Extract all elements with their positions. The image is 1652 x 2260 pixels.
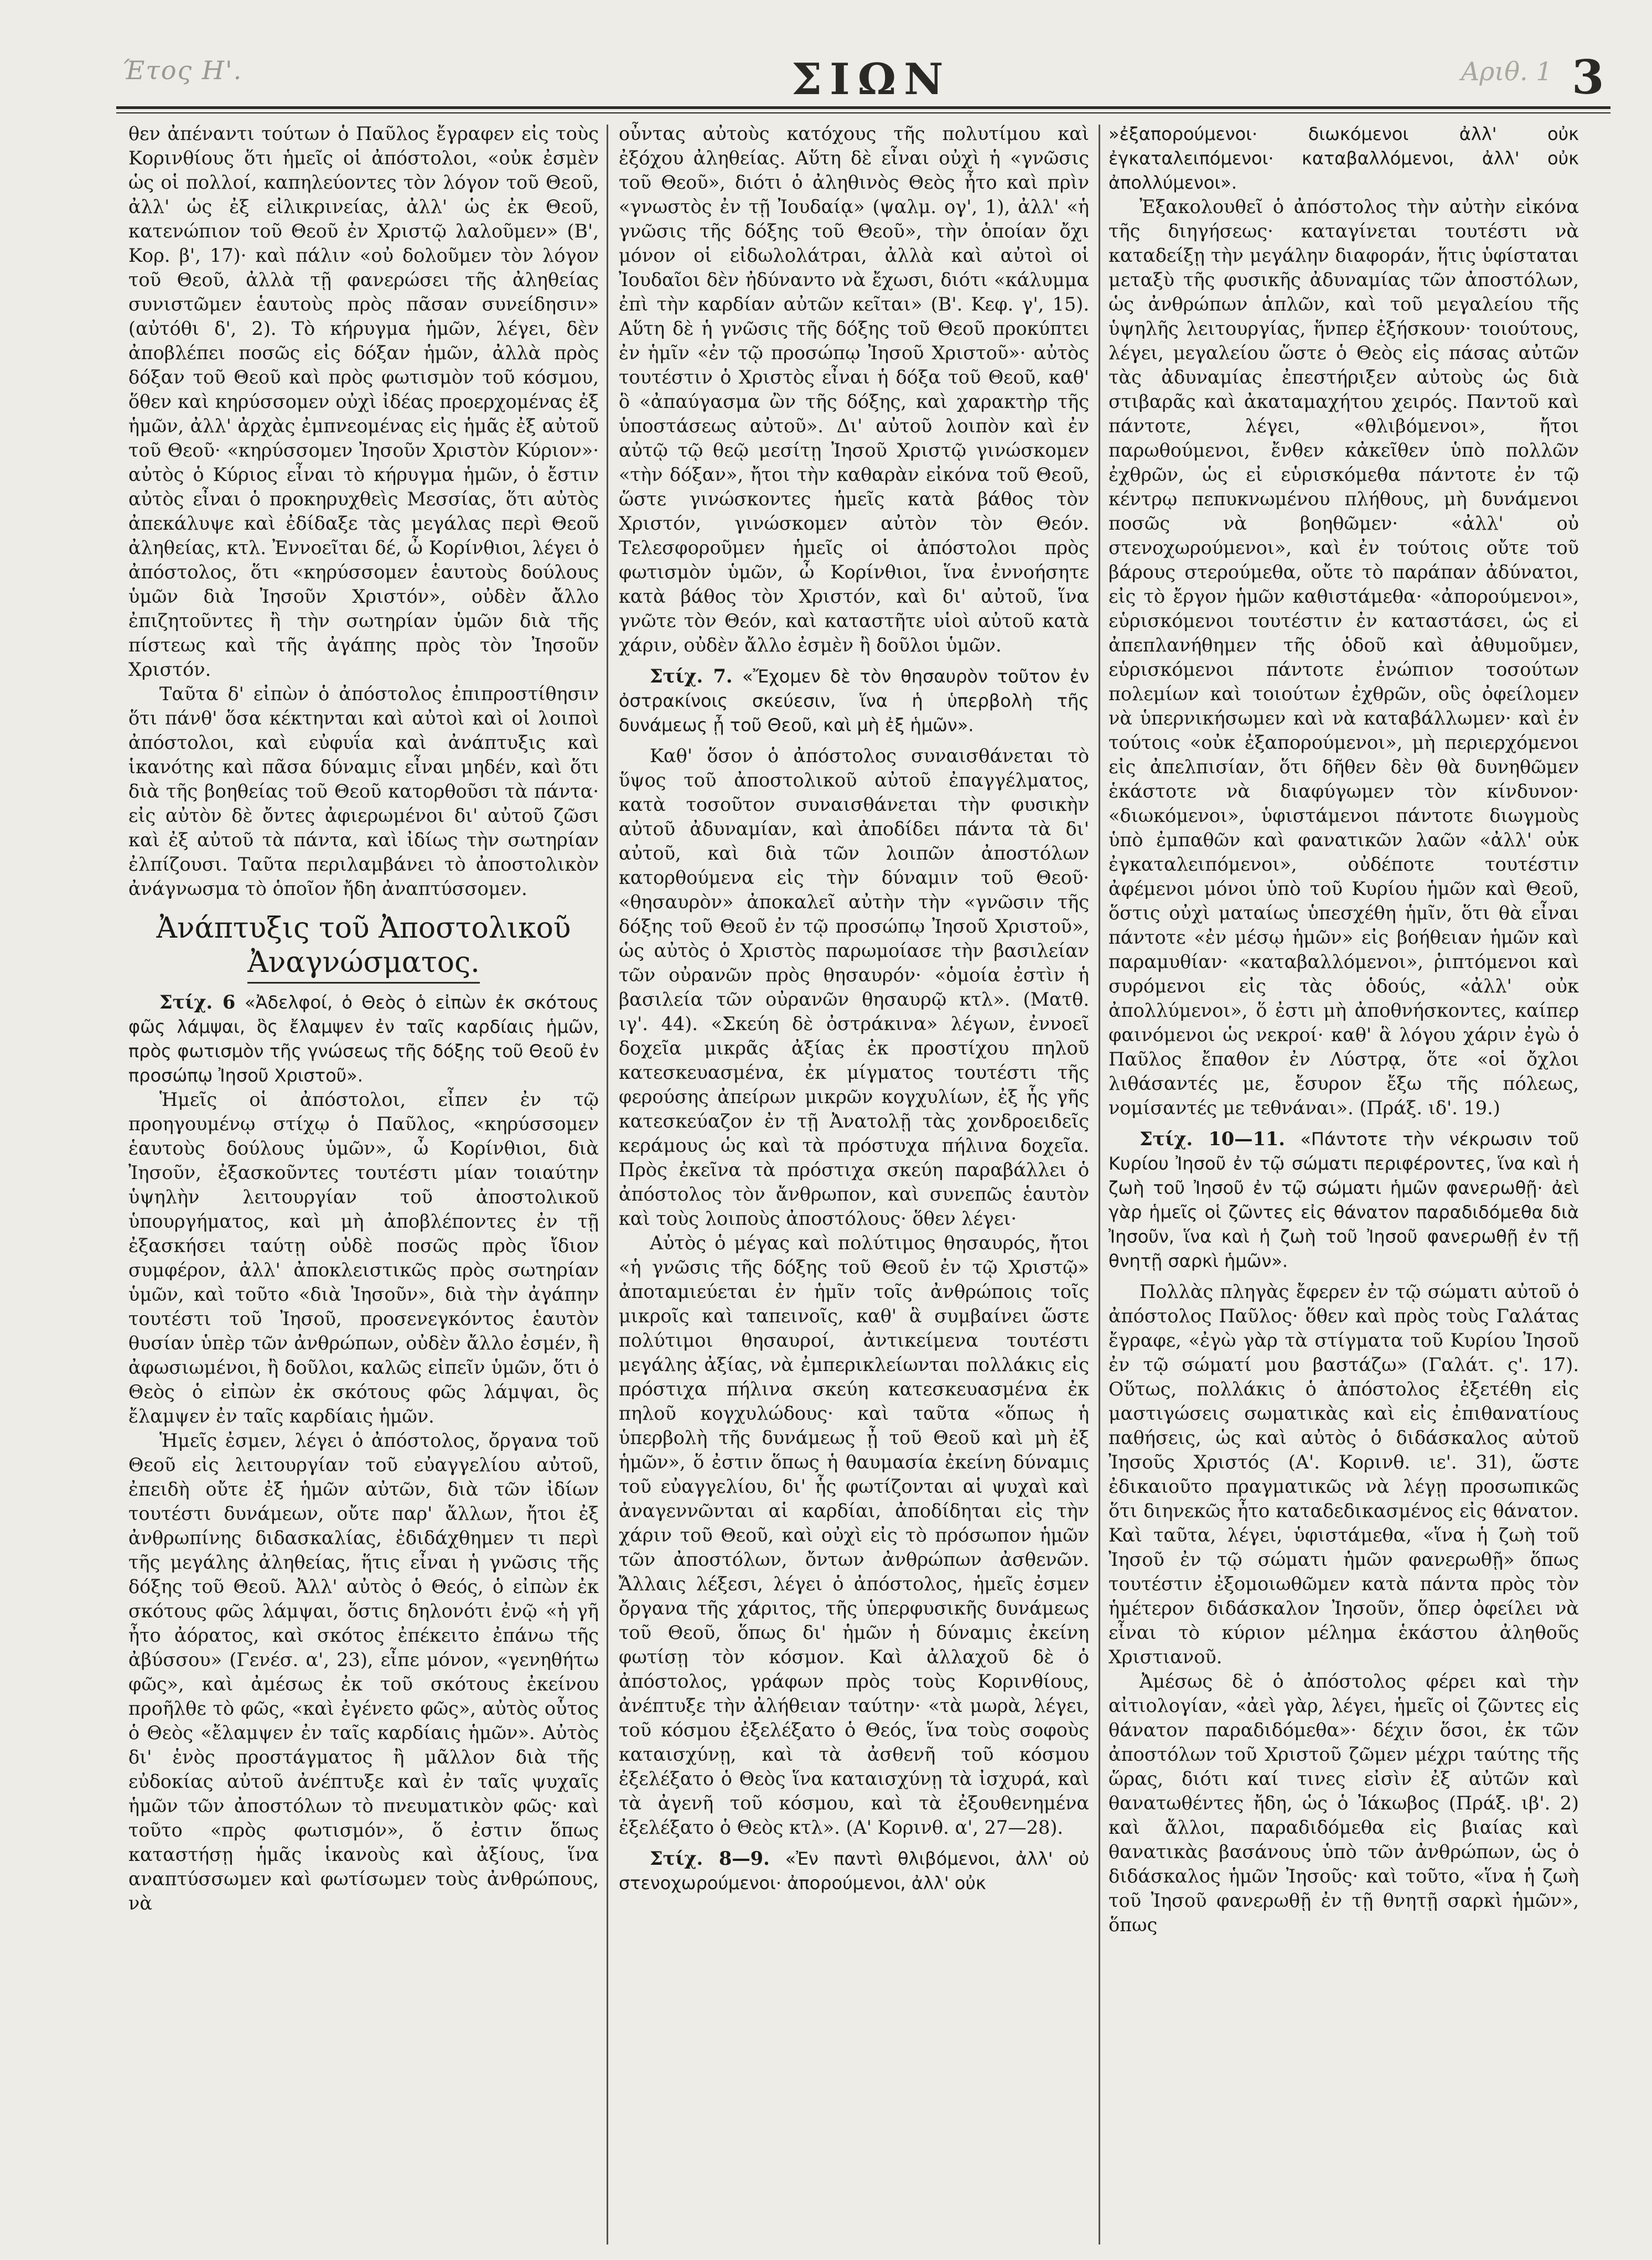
verse-tag: Στίχ. 7.	[650, 665, 733, 687]
masthead-title: ΣΙΩΝ	[791, 54, 951, 105]
paragraph: οὖντας αὐτοὺς κατόχους τῆς πολυτίμου καὶ ἐξόχου ἀληθείας. Αὕτη δὲ εἶναι οὐχὶ ἡ «γνῶσις τοῦ Θεοῦ», διότι ὁ ἀληθινὸς Θεὸς ἦτο καὶ πρὶν «γνωστὸς ἐν τῇ Ἰουδαίᾳ» (ψαλμ. ογ', 1), ἀλλ' «ἡ γνῶσις τῆς δόξης τοῦ Θεοῦ», τὴν ὁποίαν ὄχι μόνον οἱ εἰδωλολάτραι, ἀλλὰ καὶ αὐτοὶ οἱ Ἰουδαῖοι δὲν ἠδύναντο νὰ ἔχωσι, διότι «κάλυμμα ἐπὶ τὴν καρδίαν αὐτῶν κεῖται» (Β'. Κεφ. γ', 15). Αὕτη δὲ ἡ γνῶσις τῆς δόξης τοῦ Θεοῦ προκύπτει ἐν ἡμῖν «ἐν τῷ προσώπῳ Ἰησοῦ Χριστοῦ»· αὐτὸς τουτέστιν ὁ Χριστὸς εἶναι ἡ δόξα τοῦ Θεοῦ, καθ' ὃ «ἀπαύγασμα ὢν τῆς δόξης, καὶ χαρακτὴρ τῆς ὑποστάσεως αὐτοῦ». Δι' αὐτοῦ λοιπὸν καὶ ἐν αὐτῷ τῷ θεῷ μεσίτῃ Ἰησοῦ Χριστῷ γινώσκομεν «τὴν δόξαν», ἤτοι τὴν καθαρὰν εἰκόνα τοῦ Θεοῦ, ὥστε γινώσκοντες ἡμεῖς κατὰ βάθος τὸν Χριστόν, γινώσκομεν αὐτὸν τὸν Θεόν. Τελεσφοροῦμεν ἡμεῖς οἱ ἀπόστολοι πρὸς φωτισμὸν ὑμῶν, ὦ Κορίνθιοι, ἵνα ἐννοήσητε κατὰ βάθος τὸν Χριστόν, καὶ δι' αὐτοῦ, ἵνα γνῶτε τὸν Θεόν, καὶ καταστῆτε υἱοὶ αὐτοῦ κατὰ χάριν, οὐδὲν ἄλλο ἐσμὲν ἢ δοῦλοι ὑμῶν.	[619, 123, 1089, 656]
paragraph: Ταῦτα δ' εἰπὼν ὁ ἀπόστολος ἐπιπροστίθησιν ὅτι πάνθ' ὅσα κέκτηνται καὶ αὐτοὶ καὶ οἱ λοιποὶ ἀπόστολοι, καὶ εὐφυΐα καὶ ἀνάπτυξις καὶ ἱκανότης καὶ πᾶσα δύναμις εἶναι μηδέν, καὶ ὅτι διὰ τῆς βοηθείας τοῦ Θεοῦ κατορθοῦσι τὰ πάντα· εἰς αὐτὸν δὲ ὄντες ἀφιερωμένοι δι' αὐτοῦ ζῶσι καὶ ἐξ αὐτοῦ τὰ πάντα, καὶ ἰδίως τὴν σωτηρίαν ἐλπίζουσι. Ταῦτα περιλαμβάνει τὸ ἀποστολικὸν ἀνάγνωσμα τὸ ὁποῖον ἤδη ἀναπτύσσομεν.	[128, 683, 599, 899]
verse-text: «Πάντοτε τὴν νέκρωσιν τοῦ Κυρίου Ἰησοῦ ἐν τῷ σώματι περιφέροντες, ἵνα καὶ ἡ ζωὴ τοῦ Ἰησοῦ ἐν τῷ σώματι ἡμῶν φανερωθῇ· ἀεὶ γὰρ ἡμεῖς οἱ ζῶντες εἰς θάνατον παραδιδόμεθα διὰ Ἰησοῦν, ἵνα καὶ ἡ ζωὴ τοῦ Ἰησοῦ φανερωθῇ ἐν τῇ θνητῇ σαρκὶ ἡμῶν».	[1109, 1129, 1579, 1271]
paragraph: Ἐξακολουθεῖ ὁ ἀπόστολος τὴν αὐτὴν εἰκόνα τῆς διηγήσεως· καταγίνεται τουτέστι νὰ καταδείξῃ τὴν μεγάλην διαφοράν, ἥτις ὑφίσταται μεταξὺ τῆς φυσικῆς ἀδυναμίας τῶν ἀποστόλων, ὡς ἀνθρώπων ἁπλῶν, καὶ τοῦ μεγαλείου τῆς ὑψηλῆς λειτουργίας, ἥνπερ ἐξήσκουν· τοιούτους, λέγει, μεγαλείου ὥστε ὁ Θεὸς εἰς πάσας αὐτῶν τὰς ἀδυναμίας ἐπεστήριξεν αὐτοὺς ὡς διὰ στιβαρᾶς καὶ ἀκαταμαχήτου χειρός. Παντοῦ καὶ πάντοτε, λέγει, «θλιβόμενοι», ἤτοι παρωθούμενοι, ἔνθεν κἀκεῖθεν ὑπὸ πολλῶν ἐχθρῶν, ὡς εἰ εὑρισκόμεθα πάντοτε ἐν τῷ κέντρῳ πεπυκνωμένου πλήθους, μὴ δυνάμενοι ποσῶς νὰ βοηθῶμεν· «ἀλλ' οὐ στενοχωρούμενοι», καὶ ἐν τούτοις οὔτε τοῦ βάρους στερούμεθα, οὔτε τὸ παράπαν ἀδύνατοι, εἰς τὸ ἔργον ἡμῶν καθιστάμεθα· «ἀπορούμενοι», εὑρισκόμενοι τουτέστιν ἐν καταστάσει, ὡς εἰ ἀπεπλανήθημεν τῆς ὁδοῦ καὶ ἀθυμοῦμεν, εὑρισκόμενοι πάντοτε ἐνώπιον τοσούτων πολεμίων καὶ τοιούτων ἐχθρῶν, οὓς ὀφείλομεν νὰ ὑπερνικήσωμεν καὶ νὰ καταβάλλωμεν· καὶ ἐν τούτοις «οὐκ ἐξαπορούμενοι», μὴ περιερχόμενοι εἰς ἀπελπισίαν, ὅτι δῆθεν δὲν θὰ δυνηθῶμεν ἑκάστοτε νὰ διαφύγωμεν τὸν κίνδυνον· «διωκόμενοι», ὑφιστάμενοι πάντοτε διωγμοὺς ὑπὸ ἐμπαθῶν καὶ φανατικῶν λαῶν «ἀλλ' οὐκ ἐγκαταλειπόμενοι», οὐδέποτε τουτέστιν ἀφέμενοι μόνοι ὑπὸ τοῦ Κυρίου ἡμῶν καὶ Θεοῦ, ὅστις οὐχὶ ματαίως ὑπεσχέθη ἡμῖν, ὅτι θὰ εἶναι πάντοτε «ἐν μέσῳ ἡμῶν» εἰς βοήθειαν ἡμῶν καὶ παραμυθίαν· «καταβαλλόμενοι», ῥιπτόμενοι καὶ συρόμενοι εἰς τὰς ὁδούς, «ἀλλ' οὐκ ἀπολλύμενοι», ὅ ἐστι μὴ ἀποθνήσκοντες, καίπερ φαινόμενοι ὡς νεκροί· καθ' ἃ λόγου χάριν ἐγὼ ὁ Παῦλος ἔπαθον ἐν Λύστρᾳ, ὅτε «οἱ ὄχλοι λιθάσαντές με, ἔσυρον ἔξω τῆς πόλεως, νομίσαντές με τεθνάναι». (Πράξ. ιδ'. 19.)	[1109, 196, 1579, 1119]
section-heading	[128, 911, 599, 984]
verse-text: «Ἐν παντὶ θλιβόμενοι, ἀλλ' οὐ στενοχωρούμενοι· ἀπορούμενοι, ἀλλ' οὐκ	[619, 1848, 1089, 1894]
column-divider-2	[1099, 125, 1100, 2245]
masthead-rule-thin	[116, 112, 1610, 113]
verse-quote	[619, 1847, 1089, 1895]
verse-continuation: »ἐξαπορούμενοι· διωκόμενοι ἀλλ' οὐκ ἐγκαταλειπόμενοι· καταβαλλόμενοι, ἀλλ' οὐκ ἀπολλύμενοι».	[1109, 123, 1579, 193]
masthead-faded-left: Έτος Η'.	[122, 55, 243, 85]
column-divider-1	[607, 125, 608, 2245]
column-2	[619, 122, 1089, 2242]
masthead-rule-thick	[116, 106, 1610, 109]
verse-quote	[128, 990, 599, 1088]
paragraph: Ἀμέσως δὲ ὁ ἀπόστολος φέρει καὶ τὴν αἰτιολογίαν, «ἀεὶ γὰρ, λέγει, ἡμεῖς οἱ ζῶντες εἰς θάνατον παραδιδόμεθα»· δέχιν ὅσοι, ἐκ τῶν ἀποστόλων τοῦ Χριστοῦ ζῶμεν μέχρι ταύτης τῆς ὥρας, διότι καί τινες εἰσὶν ἐξ αὐτῶν καὶ θανατωθέντες ἤδη, ὡς ὁ Ἰάκωβος (Πράξ. ιβ'. 2) καὶ ἄλλοι, παραδιδόμεθα εἰς βιαίας καὶ θανατικὰς βασάνους ὑπὸ τῶν ἀνθρώπων, ὡς ὁ διδάσκαλος ἡμῶν Ἰησοῦς· καὶ τοῦτο, «ἵνα ἡ ζωὴ τοῦ Ἰησοῦ φανερωθῇ ἐν τῇ θνητῇ σαρκὶ ἡμῶν», ὅπως	[1109, 1671, 1579, 1936]
paragraph: Ἡμεῖς ἐσμεν, λέγει ὁ ἀπόστολος, ὄργανα τοῦ Θεοῦ εἰς λειτουργίαν τοῦ εὐαγγελίου αὐτοῦ, ἐπειδὴ οὔτε ἐξ ἡμῶν αὐτῶν, διὰ τῶν ἰδίων τουτέστι δυνάμεων, οὔτε παρ' ἄλλων, ἤτοι ἐξ ἀνθρωπίνης διδασκαλίας, ἐδιδάχθημεν τι περὶ τῆς μεγάλης ἀληθείας, ἥτις εἶναι ἡ γνῶσις τῆς δόξης τοῦ Θεοῦ. Ἀλλ' αὐτὸς ὁ Θεός, ὁ εἰπὼν ἐκ σκότους φῶς λάμψαι, ὅστις δηλονότι ἐνῷ «ἡ γῆ ἦτο ἀόρατος, καὶ σκότος ἐπέκειτο ἐπάνω τῆς ἀβύσσου» (Γενέσ. α', 23), εἶπε μόνον, «γενηθήτω φῶς», καὶ ἀμέσως ἐκ τοῦ σκότους ἐκείνου προῆλθε τὸ φῶς, «καὶ ἐγένετο φῶς», αὐτὸς οὗτος ὁ Θεὸς «ἔλαμψεν ἐν ταῖς καρδίαις ἡμῶν». Αὐτὸς δι' ἑνὸς προστάγματος ἢ μᾶλλον διὰ τῆς εὐδοκίας αὐτοῦ ἀνέπτυξε καὶ ἐν ταῖς ψυχαῖς ἡμῶν τῶν ἀποστόλων τὸ πνευματικὸν φῶς· καὶ τοῦτο «πρὸς φωτισμόν», ὅ ἐστιν ὅπως καταστήσῃ ἡμᾶς ἱκανοὺς καὶ ἀξίους, ἵνα αναπτύσσωμεν καὶ φωτίσωμεν τοὺς ἀνθρώπους, νὰ	[128, 1430, 599, 1914]
section-heading-line-1: Ἀνάπτυξις τοῦ Ἀποστολικοῦ	[156, 912, 571, 945]
verse-quote	[619, 664, 1089, 737]
column-1	[128, 122, 599, 2242]
masthead	[111, 44, 1605, 111]
verse-text: «Ἔχομεν δὲ τὸν θησαυρὸν τοῦτον ἐν ὀστρακίνοις σκεύεσιν, ἵνα ἡ ὑπερβολὴ τῆς δυνάμεως ᾖ τοῦ Θεοῦ, καὶ μὴ ἐξ ἡμῶν».	[619, 666, 1089, 736]
verse-quote	[1109, 1127, 1579, 1273]
paragraph: Ἡμεῖς οἱ ἀπόστολοι, εἶπεν ἐν τῷ προηγουμένῳ στίχῳ ὁ Παῦλος, «κηρύσσομεν ἑαυτοὺς δούλους ὑμῶν», ὦ Κορίνθιοι, διὰ Ἰησοῦν, ἐξασκοῦντες τουτέστι μίαν τοιαύτην ὑψηλὴν λειτουργίαν τοῦ ἀποστολικοῦ ὑπουργήματος, καὶ μὴ ἀποβλέποντες ἐν τῇ ἐξασκήσει ταύτῃ οὐδὲ ποσῶς πρὸς ἴδιον συμφέρον, ἀλλ' ἀποκλειστικῶς πρὸς σωτηρίαν ὑμῶν, καὶ τοῦτο «διὰ Ἰησοῦν», διὰ τὴν ἀγάπην τουτέστι τοῦ Ἰησοῦ, προσενεγκόντος ἑαυτὸν θυσίαν ὑπὲρ τῶν ἀνθρώπων, οὐδὲν ἄλλο ἐσμέν, ἢ ἀφωσιωμένοι, ἢ δοῦλοι, καλῶς εἰπεῖν ὑμῶν, ὅτι ὁ Θεὸς ὁ εἰπὼν ἐκ σκότους φῶς λάμψαι, ὃς ἔλαμψεν ἐν ταῖς καρδίαις ἡμῶν.	[128, 1089, 599, 1427]
masthead-faded-right: Αριθ. 1	[1461, 56, 1552, 86]
verse-tag: Στίχ. 8—9.	[650, 1848, 770, 1869]
section-heading-line-2: Ἀναγνώσματος.	[247, 945, 480, 984]
page-number: 3	[1572, 50, 1604, 105]
paragraph: Πολλὰς πληγὰς ἔφερεν ἐν τῷ σώματι αὐτοῦ ὁ ἀπόστολος Παῦλος· ὅθεν καὶ πρὸς τοὺς Γαλάτας ἔγραφε, «ἐγὼ γὰρ τὰ στίγματα τοῦ Κυρίου Ἰησοῦ ἐν τῷ σώματί μου βαστάζω» (Γαλάτ. ς'. 17). Οὕτως, πολλάκις ὁ ἀπόστολος ἐξετέθη εἰς μαστιγώσεις σωματικὰς καὶ εἰς ἐπιθανατίους παθήσεις, ὡς καὶ αὐτὸς ὁ διδάσκαλος αὐτοῦ Ἰησοῦς Χριστός (Α'. Κορινθ. ιε'. 31), ὥστε ἐδικαιοῦτο πραγματικῶς νὰ λέγῃ προσωπικῶς ὅτι διηνεκῶς ἦτο καταδεδικασμένος εἰς θάνατον. Καὶ ταῦτα, λέγει, ὑφιστάμεθα, «ἵνα ἡ ζωὴ τοῦ Ἰησοῦ ἐν τῷ σώματι ἡμῶν φανερωθῇ» ὅπως τουτέστιν ἐξομοιωθῶμεν κατὰ πάντα πρὸς τὸν ἡμέτερον διδάσκαλον Ἰησοῦν, ὅπερ ὀφείλει νὰ εἶναι τὸ κύριον μέλημα ἑκάστου ἀληθοῦς Χριστιανοῦ.	[1109, 1281, 1579, 1668]
verse-text: «Ἀδελφοί, ὁ Θεὸς ὁ εἰπὼν ἐκ σκότους φῶς λάμψαι, ὃς ἔλαμψεν ἐν ταῖς καρδίαις ἡμῶν, πρὸς φωτισμὸν τῆς γνώσεως τῆς δόξης τοῦ Θεοῦ ἐν προσώπῳ Ἰησοῦ Χριστοῦ».	[128, 992, 599, 1086]
column-3	[1109, 122, 1579, 2242]
paragraph: Καθ' ὅσον ὁ ἀπόστολος συναισθάνεται τὸ ὕψος τοῦ ἀποστολικοῦ αὐτοῦ ἐπαγγέλματος, κατὰ τοσοῦτον συναισθάνεται τὴν φυσικὴν αὐτοῦ ἀδυναμίαν, καὶ ἀποδίδει πάντα τὰ δι' αὐτοῦ, καὶ διὰ τῶν λοιπῶν ἀποστόλων κατορθούμενα εἰς τὴν δύναμιν τοῦ Θεοῦ· «θησαυρὸν» ἀποκαλεῖ αὐτὴν τὴν «γνῶσιν τῆς δόξης τοῦ Θεοῦ ἐν τῷ προσώπῳ Ἰησοῦ Χριστοῦ», ὡς αὐτὸς ὁ Χριστὸς παρωμοίασε τὴν βασιλείαν τῶν οὐρανῶν πρὸς θησαυρόν· «ὁμοία ἐστὶν ἡ βασιλεία τῶν οὐρανῶν θησαυρῷ κτλ». (Ματθ. ιγ'. 44). «Σκεύη δὲ ὀστράκινα» λέγων, ἐννοεῖ δοχεῖα μικρᾶς ἀξίας ἐκ προστίχου πηλοῦ κατεσκευασμένα, ἐκ μίγματος τουτέστι τῆς φερούσης ἀπείρων μικρῶν κογχυλίων, ἐξ ἧς γῆς κατεσκεύαζον ἐν τῇ Ἀνατολῇ τὰς χονδροειδεῖς κεράμους ὡς καὶ τὰ πρόστυχα πήλινα δοχεῖα. Πρὸς ἐκεῖνα τὰ πρόστιχα σκεύη παραβάλλει ὁ ἀπόστολος τὸν ἄνθρωπον, καὶ συνεπῶς ἑαυτὸν καὶ τοὺς λοιποὺς ἀποστόλους· ὅθεν λέγει·	[619, 745, 1089, 1229]
paragraph: Αὐτὸς ὁ μέγας καὶ πολύτιμος θησαυρός, ἤτοι «ἡ γνῶσις τῆς δόξης τοῦ Θεοῦ ἐν τῷ Χριστῷ» ἀποταμιεύεται ἐν ἡμῖν τοῖς ἀνθρώποις τοῖς μικροῖς καὶ ταπεινοῖς, καθ' ἃ συμβαίνει ὥστε πολύτιμοι θησαυροί, ἀντικείμενα τουτέστι μεγάλης ἀξίας, νὰ ἐμπερικλείωνται πολλάκις εἰς πρόστιχα πήλινα σκεύη κατεσκευασμένα ἐκ πηλοῦ κογχυλώδους· καὶ ταῦτα «ὅπως ἡ ὑπερβολὴ τῆς δυνάμεως ᾖ τοῦ Θεοῦ καὶ μὴ ἐξ ἡμῶν», ὅ ἐστιν ὅπως ἡ θαυμασία ἐκείνη δύναμις τοῦ εὐαγγελίου, δι' ἧς φωτίζονται αἱ ψυχαὶ καὶ ἀναγεννῶνται αἱ καρδίαι, ἀποδίδηται εἰς τὴν χάριν τοῦ Θεοῦ, καὶ οὐχὶ εἰς τὸ πρόσωπον ἡμῶν τῶν ἀποστόλων, ὄντων ἀνθρώπων ἀσθενῶν. Ἄλλαις λέξεσι, λέγει ὁ ἀπόστολος, ἡμεῖς ἐσμεν ὄργανα τῆς χάριτος, τῆς ὑπερφυσικῆς δυνάμεως τοῦ Θεοῦ, ὅπως δι' ἡμῶν ἡ δύναμις ἐκείνη φωτίσῃ τὸν κόσμον. Καὶ ἀλλαχοῦ δὲ ὁ ἀπόστολος, γράφων πρὸς τοὺς Κορινθίους, ἀνέπτυξε τὴν ἀλήθειαν ταύτην· «τὰ μωρὰ, λέγει, τοῦ κόσμου ἐξελέξατο ὁ Θεός, ἵνα τοὺς σοφοὺς καταισχύνῃ, καὶ τὰ ἀσθενῆ τοῦ κόσμου ἐξελέξατο ὁ Θεὸς ἵνα καταισχύνῃ τὰ ἰσχυρά, καὶ τὰ ἀγενῆ τοῦ κόσμου, καὶ τὰ ἐξουθενημένα ἐξελέξατο ὁ Θεὸς κτλ». (Α' Κορινθ. α', 27—28).	[619, 1232, 1089, 1838]
verse-tag: Στίχ. 6	[159, 991, 236, 1013]
paragraph: θεν ἀπέναντι τούτων ὁ Παῦλος ἔγραφεν εἰς τοὺς Κορινθίους ὅτι ἡμεῖς οἱ ἀπόστολοι, «οὐκ ἐσμὲν ὡς οἱ πολλοί, καπηλεύοντες τὸν λόγον τοῦ Θεοῦ, ἀλλ' ὡς ἐξ εἰλικρινείας, ἀλλ' ὡς ἐκ Θεοῦ, κατενώπιον τοῦ Θεοῦ ἐν Χριστῷ λαλοῦμεν» (Β', Κορ. β', 17)· καὶ πάλιν «οὐ δολοῦμεν τὸν λόγον τοῦ Θεοῦ, ἀλλὰ τῇ φανερώσει τῆς ἀληθείας συνιστῶμεν ἑαυτοὺς πρὸς πᾶσαν συνείδησιν» (αὐτόθι δ', 2). Τὸ κήρυγμα ἡμῶν, λέγει, δὲν ἀποβλέπει ποσῶς εἰς δόξαν ἡμῶν, ἀλλὰ πρὸς δόξαν τοῦ Θεοῦ καὶ πρὸς φωτισμὸν τοῦ κόσμου, ὅθεν καὶ κηρύσσομεν οὐχὶ ἰδέας προερχομένας ἐξ ἡμῶν, ἀλλ' ἀρχὰς ἐμπνεομένας εἰς ἡμᾶς ἐξ αὐτοῦ τοῦ Θεοῦ· «κηρύσσομεν Ἰησοῦν Χριστὸν Κύριον»· αὐτὸς ὁ Κύριος εἶναι τὸ κήρυγμα ἡμῶν, ὁ ἔστιν αὐτὸς εἶναι ὁ προκηρυχθεὶς Μεσσίας, ὅτι αὐτὸς ἀπεκάλυψε καὶ ἐδίδαξε τὰς μεγάλας περὶ Θεοῦ ἀληθείας, κτλ. Ἐννοεῖται δέ, ὦ Κορίνθιοι, λέγει ὁ ἀπόστολος, ὅτι «κηρύσσομεν ἑαυτοὺς δούλους ὑμῶν διὰ Ἰησοῦν Χριστόν», οὐδὲν ἄλλο ἐπιζητοῦντες ἢ τὴν σωτηρίαν ὑμῶν διὰ τῆς πίστεως καὶ τῆς ἀγάπης πρὸς τὸν Ἰησοῦν Χριστόν.	[128, 123, 599, 680]
verse-tag: Στίχ. 10—11.	[1140, 1128, 1285, 1150]
